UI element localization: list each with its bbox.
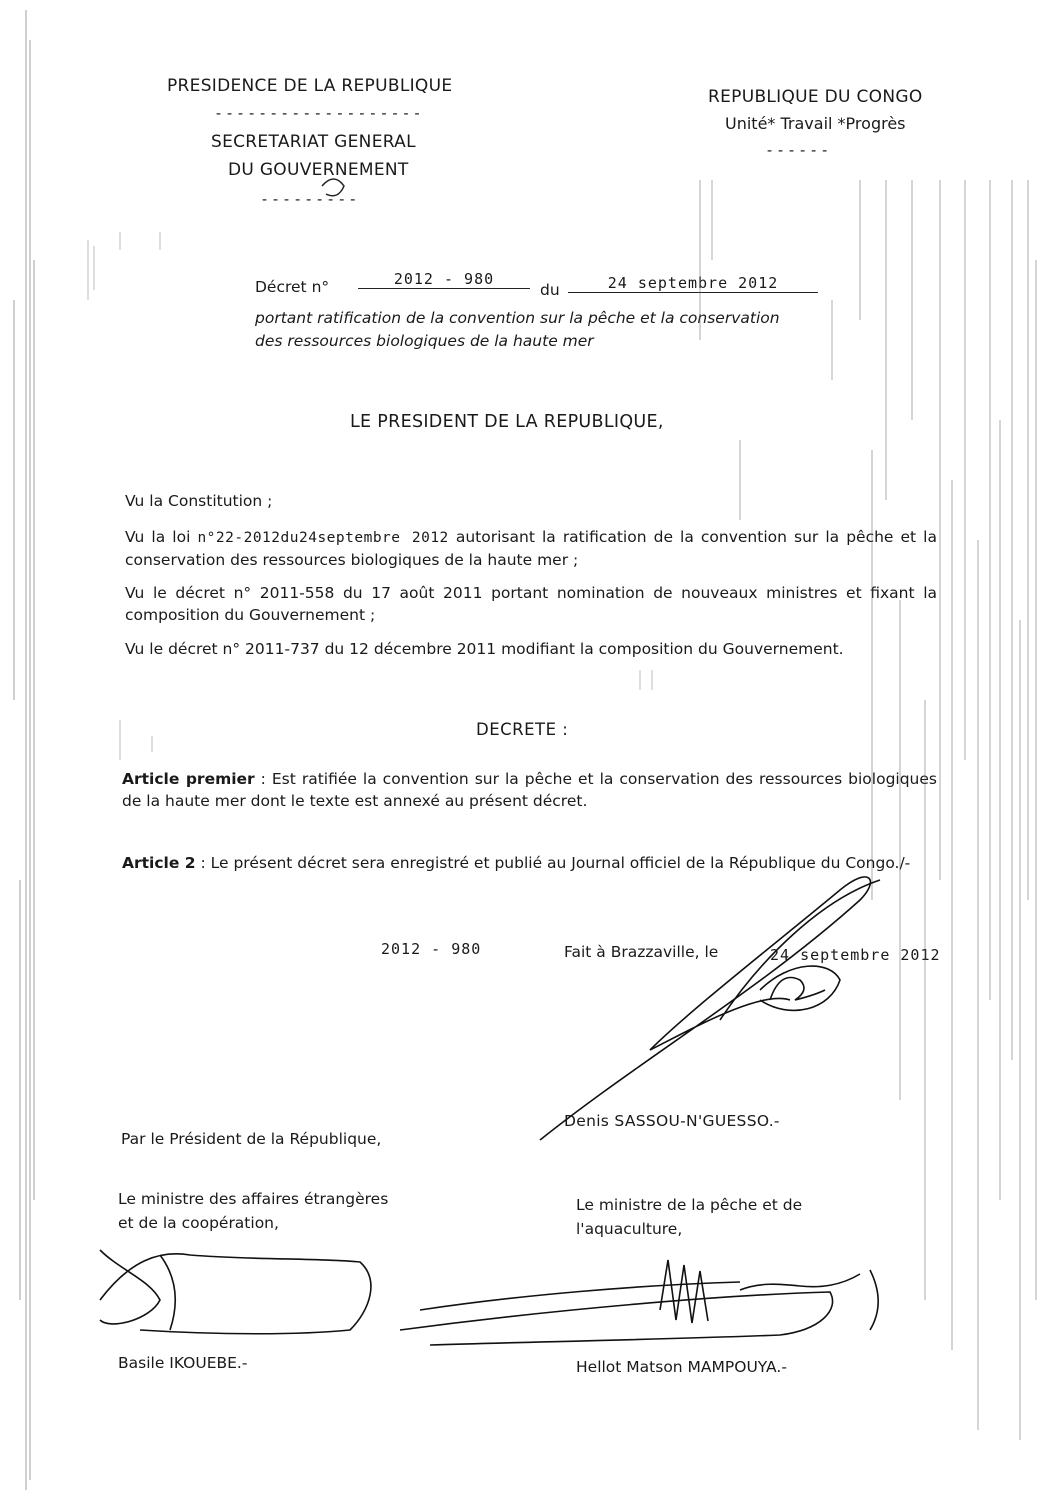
secretariat-heading-line2: DU GOUVERNEMENT [228, 160, 409, 180]
left-margin-streaks [14, 10, 34, 1490]
visa-law-prefix: Vu la loi [125, 528, 198, 546]
president-heading: LE PRESIDENT DE LA REPUBLIQUE, [350, 412, 664, 432]
decrete-heading: DECRETE : [476, 720, 569, 739]
closing-date: 24 septembre 2012 [770, 946, 941, 964]
country-motto: Unité* Travail *Progrès [725, 114, 906, 133]
minister-fisheries-title-line2: l'aquaculture, [576, 1220, 683, 1238]
decree-prefix: Décret n° [255, 278, 330, 296]
closing-place: Fait à Brazzaville, le [564, 943, 719, 961]
president-name: Denis SASSOU-N'GUESSO.- [564, 1112, 780, 1130]
article-1-label: Article premier [122, 770, 255, 788]
foreign-minister-signature [100, 1250, 371, 1334]
par-le-president: Par le Président de la République, [121, 1130, 382, 1148]
article-1 [122, 768, 937, 812]
decree-subject-line2: des ressources biologiques de la haute mer [255, 332, 594, 350]
minister-fisheries-title-line1: Le ministre de la pêche et de [576, 1196, 803, 1214]
decree-subject-line1: portant ratification de la convention sur la pêche et la conservation [255, 309, 780, 327]
secretariat-heading-line1: SECRETARIAT GENERAL [211, 132, 416, 152]
visa-constitution: Vu la Constitution ; [125, 492, 273, 510]
fisheries-minister-signature [400, 1260, 878, 1345]
minister-foreign-title-line1: Le ministre des affaires étrangères [118, 1190, 389, 1208]
closing-number: 2012 - 980 [381, 940, 482, 958]
article-2-text: : Le présent décret sera enregistré et publié au Journal officiel de la République du Congo./- [195, 854, 911, 872]
visa-decree-2011-737: Vu le décret n° 2011-737 du 12 décembre 2011 modifiant la composition du Gouvernement. [125, 640, 844, 658]
presidency-heading: PRESIDENCE DE LA REPUBLIQUE [167, 76, 453, 96]
country-heading: REPUBLIQUE DU CONGO [708, 87, 923, 107]
decree-date: 24 septembre 2012 [568, 274, 818, 293]
decree-number: 2012 - 980 [358, 270, 530, 289]
article-2-label: Article 2 [122, 854, 196, 872]
header-separator: ------------------- [214, 104, 424, 122]
header-separator: ------ [765, 141, 832, 159]
visa-law-number: n°22-2012du24septembre 2012 [197, 530, 449, 546]
minister-foreign-title-line2: et de la coopération, [118, 1214, 279, 1232]
header-separator: --------- [260, 190, 360, 208]
minister-foreign-name: Basile IKOUEBE.- [118, 1354, 248, 1372]
minister-fisheries-name: Hellot Matson MAMPOUYA.- [576, 1358, 787, 1376]
article-1-text: : Est ratifiée la convention sur la pêche et la conservation des ressources biologiques de la haute mer dont le texte est annexé au présent décret. [122, 770, 937, 810]
visa-decree-2011-558: Vu le décret n° 2011-558 du 17 août 2011 portant nomination de nouveaux ministres et fixant la composition du Gouvernement ; [125, 584, 937, 624]
visa-law-rest: autorisant la ratification de la convention sur la pêche et la conservation des ressources biologiques de la haute mer ; [125, 528, 937, 569]
presidential-signature [540, 877, 880, 1140]
visa-law [125, 526, 937, 571]
decree-du: du [540, 281, 560, 299]
article-2 [122, 852, 937, 874]
